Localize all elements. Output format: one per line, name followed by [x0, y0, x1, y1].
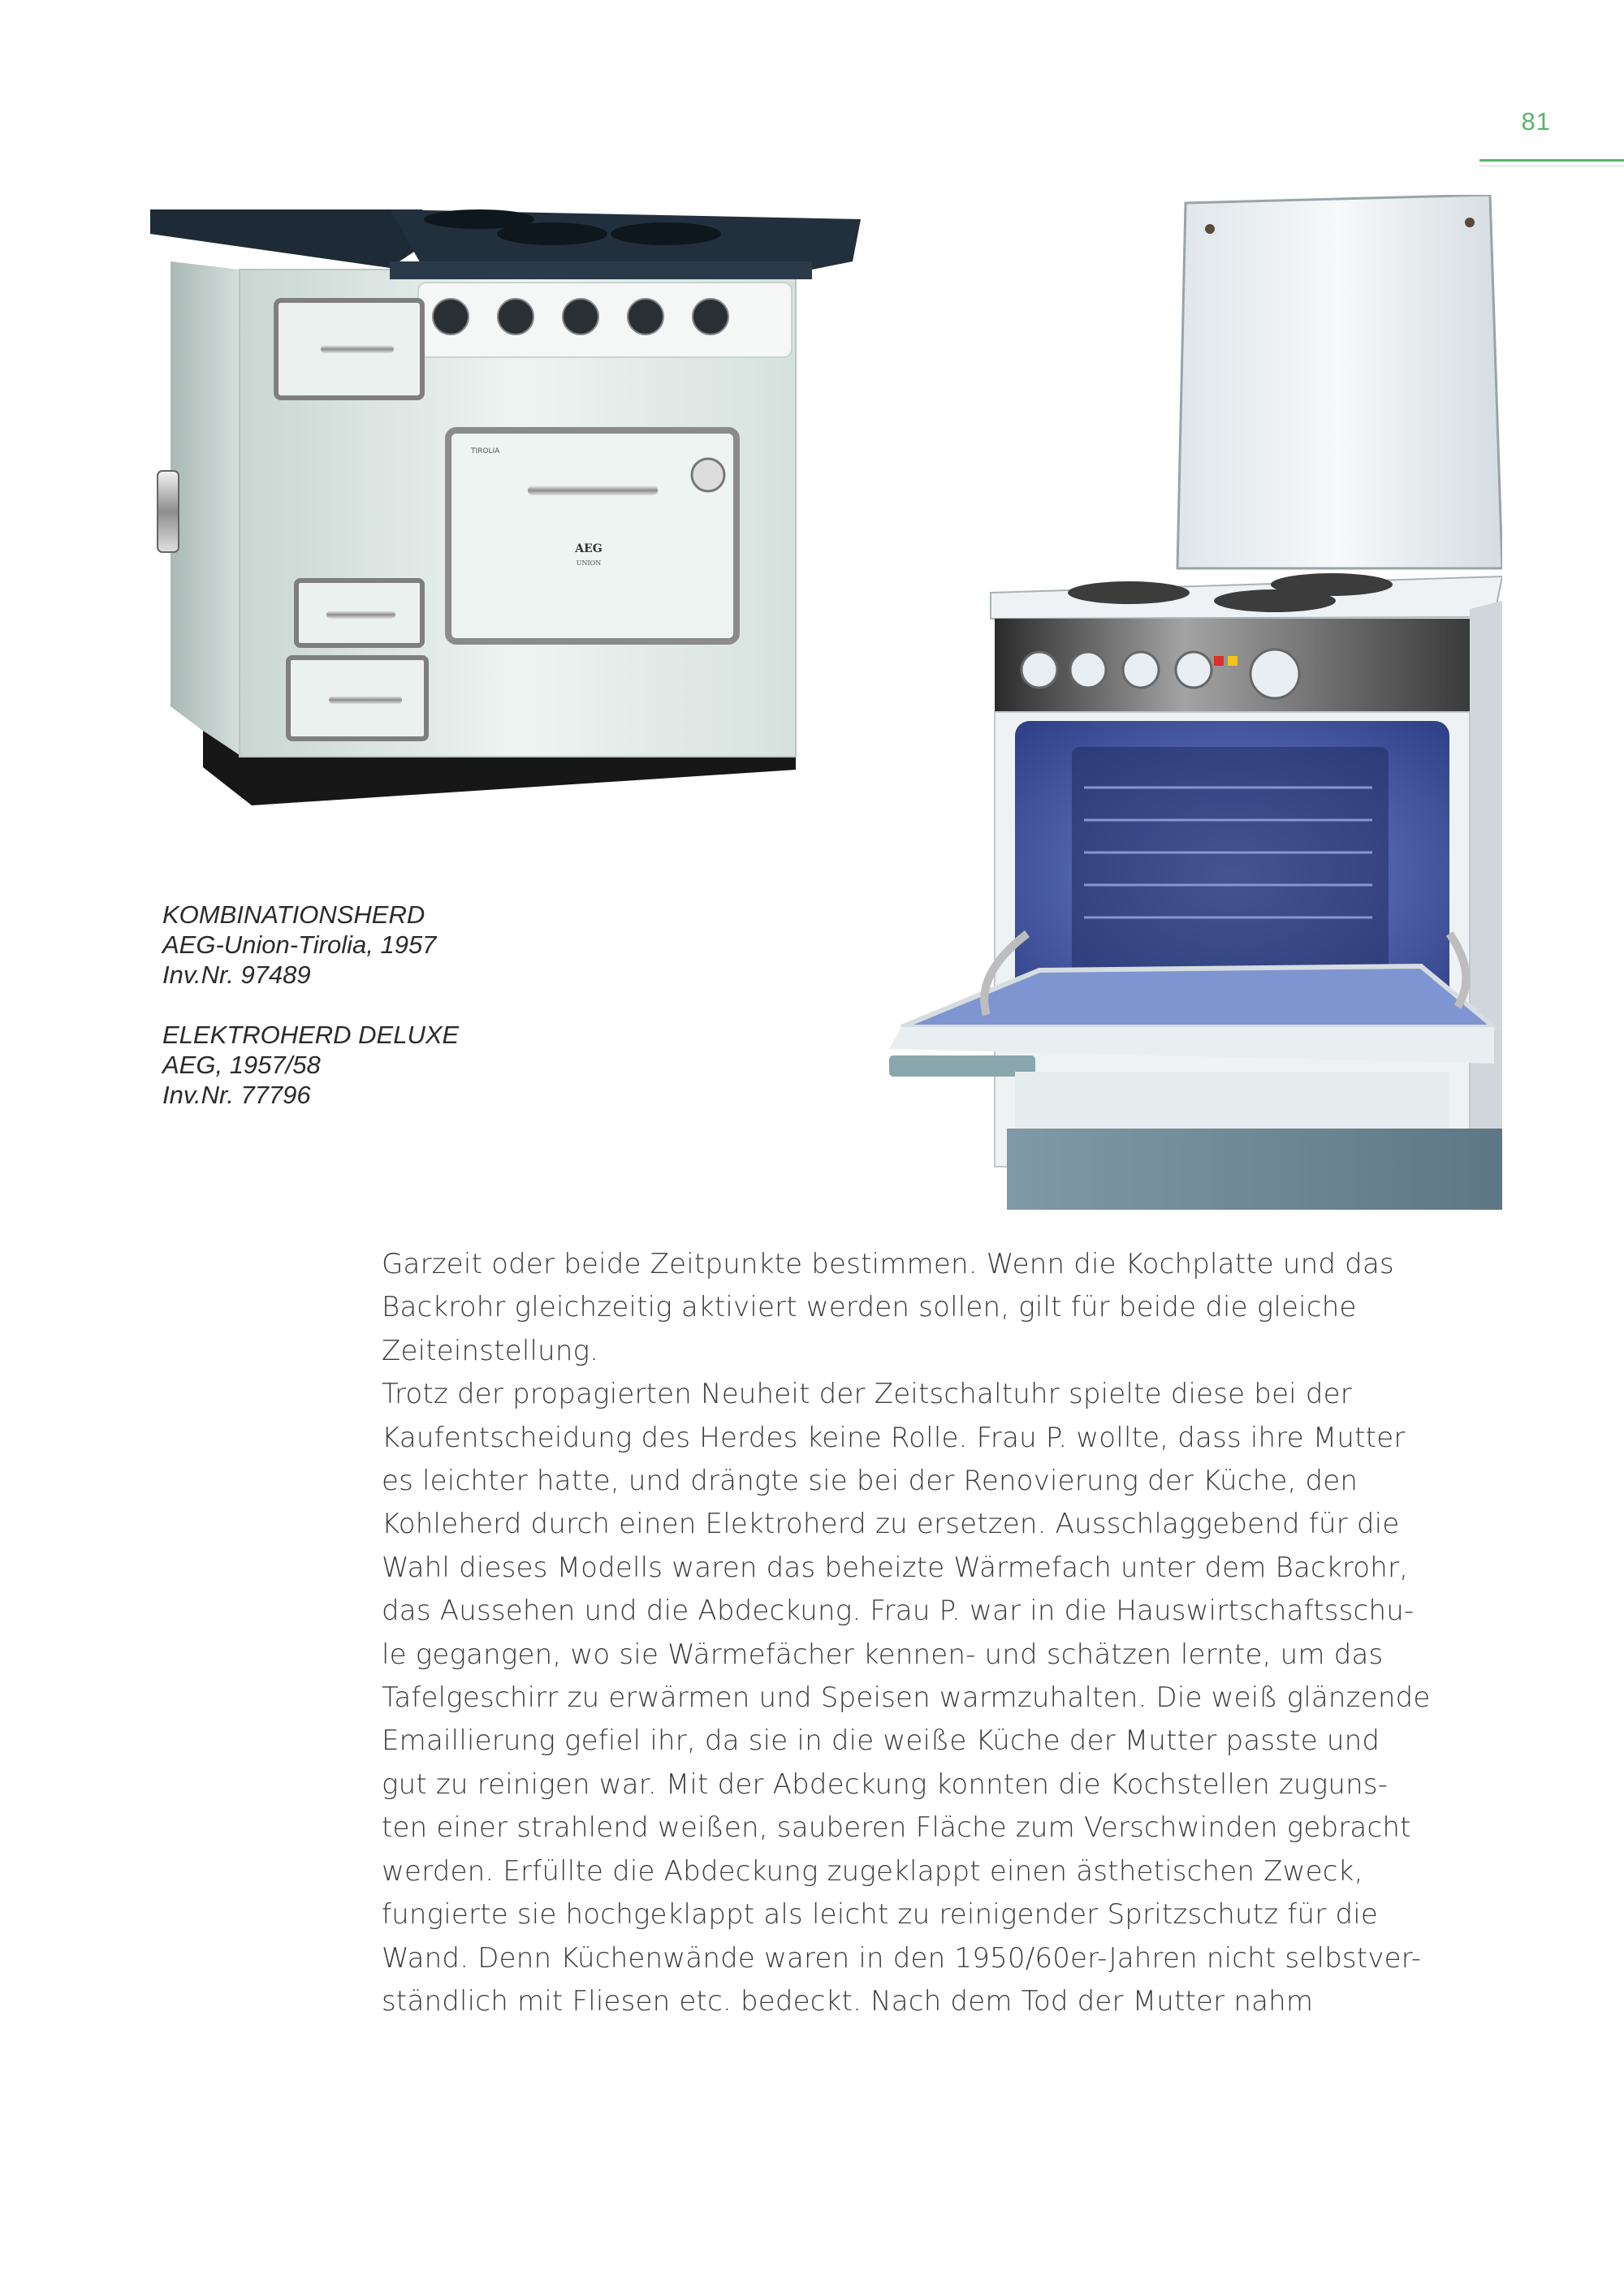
svg-text:TIROLIA: TIROLIA: [471, 447, 500, 455]
text-line: ten einer strahlend weißen, sauberen Fläche zum Verschwinden gebracht: [382, 1811, 1411, 1845]
oven-door: [448, 430, 736, 641]
text-line: Tafelgeschirr zu erwärmen und Speisen warmzuhalten. Die weiß glänzende: [382, 1681, 1431, 1715]
caption-combination-stove: [162, 900, 585, 990]
oven-door-handle: [889, 1055, 1035, 1077]
page-number-rule: [1479, 159, 1624, 162]
text-line: fungierte sie hochgeklappt als leicht zu reinigender Spritzschutz für die: [382, 1898, 1378, 1932]
caption-inventory: Inv.Nr. 77796: [162, 1081, 311, 1109]
svg-text:UNION: UNION: [576, 559, 602, 567]
svg-text:AEG: AEG: [575, 542, 603, 555]
caption-model: AEG-Union-Tirolia, 1957: [162, 930, 437, 959]
text-line: Garzeit oder beide Zeitpunkte bestimmen. Wenn die Kochplatte und das: [382, 1248, 1394, 1280]
stove-plinth: [1007, 1129, 1502, 1210]
text-line: Emaillierung gefiel ihr, da sie in die weiße Küche der Mutter passte und: [382, 1724, 1380, 1758]
text-line: Kaufentscheidung des Herdes keine Rolle. Frau P. wollte, dass ihre Mutter: [382, 1421, 1406, 1454]
page-number: 81: [1521, 107, 1551, 136]
text-line: Backrohr gleichzeitig aktiviert werden sollen, gilt für beide die gleiche: [382, 1291, 1357, 1324]
text-line: das Aussehen und die Abdeckung. Frau P. war in die Hauswirtschaftsschu-: [382, 1595, 1415, 1628]
warming-drawer: [1015, 1072, 1449, 1129]
control-panel: [418, 283, 792, 357]
combination-stove-photo: [146, 195, 861, 820]
coal-hotplate: [150, 209, 426, 268]
text-line: Zeiteinstellung.: [382, 1334, 599, 1367]
caption-title: KOMBINATIONSHERD: [162, 900, 425, 929]
text-line: werden. Erfüllte die Abdeckung zugeklappt einen ästhetischen Zweck,: [382, 1854, 1363, 1888]
text-line: ständlich mit Fliesen etc. bedeckt. Nach dem Tod der Mutter nahm: [382, 1984, 1314, 2018]
caption-model: AEG, 1957/58: [162, 1051, 321, 1079]
body-text: [382, 1243, 1462, 2023]
timer-dial: [1250, 650, 1299, 698]
text-line: gut zu reinigen war. Mit der Abdeckung konnten die Kochstellen zuguns-: [382, 1768, 1389, 1801]
text-line: Kohleherd durch einen Elektroherd zu ersetzen. Ausschlaggebend für die: [382, 1508, 1400, 1541]
text-line: Trotz der propagierten Neuheit der Zeitschaltuhr spielte diese bei der: [382, 1378, 1352, 1411]
text-line: Wand. Denn Küchenwände waren in den 1950/60er-Jahren nicht selbstver-: [382, 1941, 1422, 1975]
text-line: Wahl dieses Modells waren das beheizte Wärmefach unter dem Backrohr,: [382, 1551, 1409, 1584]
text-line: le gegangen, wo sie Wärmefächer kennen- und schätzen lernte, um das: [382, 1638, 1384, 1671]
caption-title: ELEKTROHERD DELUXE: [162, 1021, 460, 1049]
text-line: es leichter hatte, und drängte sie bei der Renovierung der Küche, den: [382, 1465, 1358, 1498]
caption-inventory: Inv.Nr. 97489: [162, 960, 311, 989]
stove-lid: [1177, 195, 1502, 568]
captions: [162, 900, 585, 1140]
caption-electric-stove: [162, 1020, 585, 1110]
electric-stove-photo: [853, 195, 1502, 1210]
